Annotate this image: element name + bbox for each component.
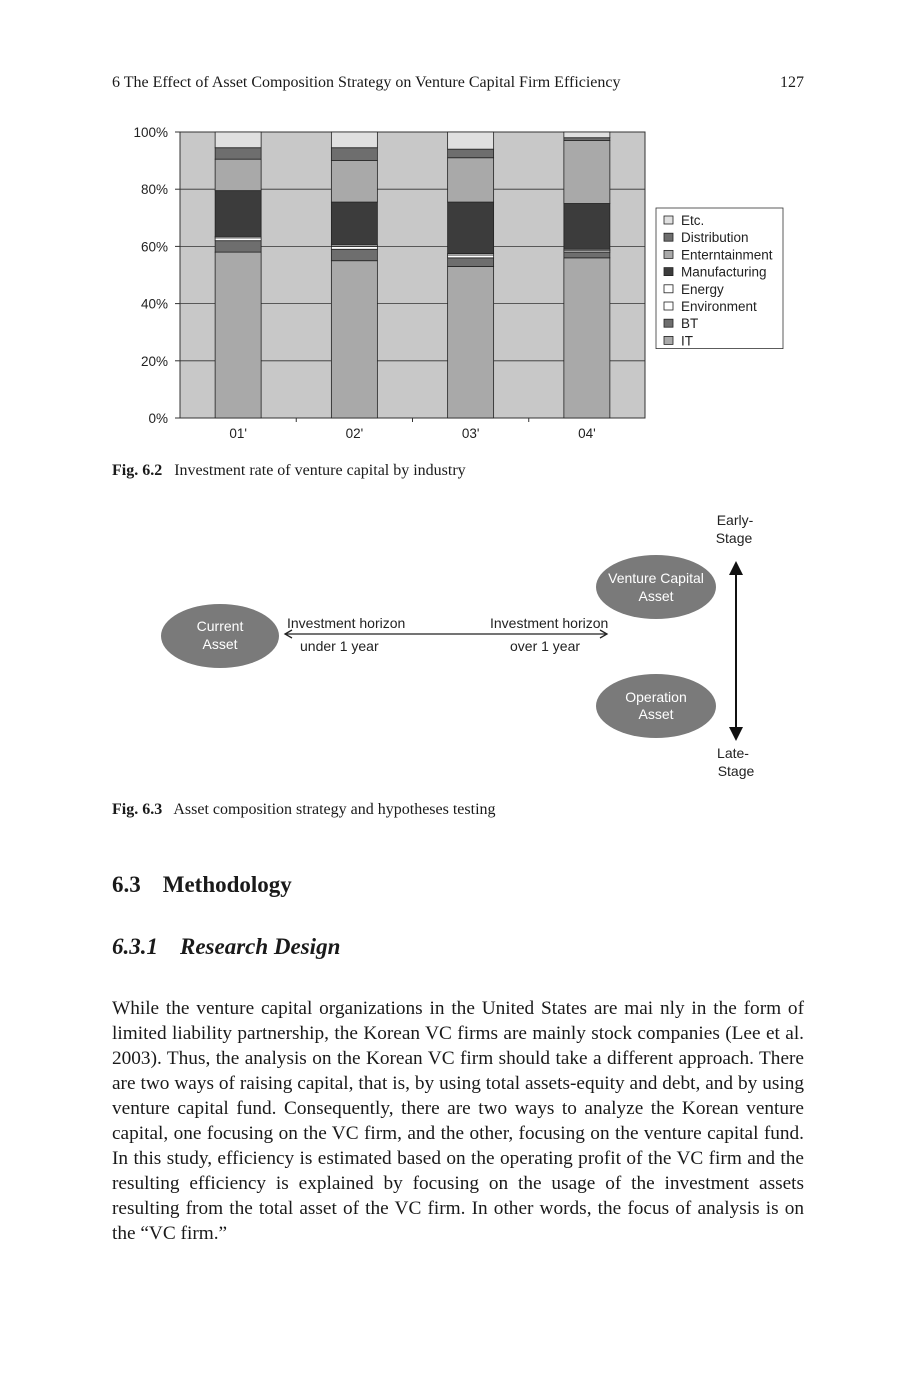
legend-label: Etc. [681,213,705,228]
section-title: Methodology [162,872,292,897]
x-tick-label: 01' [229,426,247,441]
bar-segment [448,132,494,149]
figure-6-3-caption [112,801,496,819]
section-number: 6.3 [112,872,141,897]
bar-segment [215,159,261,190]
subsection-number: 6.3.1 [112,934,158,959]
legend-label: Environment [681,299,757,314]
chart-y-axis [133,125,180,426]
x-tick-label: 04' [578,426,596,441]
figure-6-2-label: Fig. 6.2 [112,462,163,479]
y-tick-label: 0% [148,411,168,426]
bar-segment [215,132,261,148]
bar-segment [215,238,261,241]
current-asset-label-2: Asset [202,636,238,652]
legend-label: Energy [681,281,724,297]
bar-segment [215,241,261,252]
bar-segment [215,252,261,418]
early-stage-label-2: Stage [715,530,753,546]
industry-investment-chart [112,118,812,453]
section-heading [112,872,292,898]
bar-segment [215,191,261,237]
asset-composition-diagram [150,505,790,790]
early-stage-label-1: Early- [716,512,754,528]
chart-x-axis [229,418,595,441]
bar-segment [448,258,494,267]
vc-asset-label-1: Venture Capital [608,570,704,586]
horizon-left-bottom: under 1 year [300,638,379,654]
bar-segment [331,148,377,161]
legend-label: IT [681,333,693,349]
bar-segment [448,202,494,253]
legend-swatch [664,319,673,327]
operation-asset-label-1: Operation [625,689,687,705]
legend-label: BT [681,316,699,332]
bar-segment [331,249,377,260]
chart-legend [656,208,783,349]
operation-asset-label-2: Asset [638,706,674,722]
bar-segment [564,132,610,138]
bar-segment [448,149,494,158]
bar-segment [215,148,261,159]
figure-6-3-label: Fig. 6.3 [112,801,163,818]
legend-swatch [664,250,673,258]
y-tick-label: 20% [140,353,168,369]
bar-segment [564,138,610,141]
y-tick-label: 100% [133,125,168,140]
y-tick-label: 40% [140,296,168,312]
horizon-right-top: Investment horizon [490,615,609,631]
x-tick-label: 02' [345,426,364,441]
legend-label: Enterntainment [681,247,773,263]
y-tick-label: 60% [140,239,168,255]
bar-segment [331,161,377,202]
body-paragraph: While the venture capital organizations in the United States are mai nly in the form of limited liability partnership, the Korean VC firms are mainly stock companies (Lee et al. 2003). Thus, the analysis on the Korean VC firm should take a different approach. There are two ways of raising capital, that is, by using total assets-equity and debt, and by using venture capital fund. Consequently, there are two ways to analyze the Korean venture capital, one focusing on the VC firm, and the other, focusing on the venture capital fund. In this study, efficiency is estimated based on the operating profit of the VC firm and the resulting efficiency is explained by focusing on the usage of the investment assets resulting from the total asset of the VC firm. In other words, the focus of analysis is on the “VC firm.” [112,998,804,1244]
legend-swatch [664,268,673,276]
current-asset-label-1: Current [196,618,244,634]
subsection-title: Research Design [180,934,341,959]
x-tick-label: 03' [461,426,480,441]
bar-segment [331,246,377,249]
running-title: 6 The Effect of Asset Composition Strategy on Venture Capital Firm Efficiency [112,74,621,91]
venture-capital-asset-node [596,555,716,619]
bar-segment [331,202,377,245]
legend-swatch [664,302,673,310]
running-head [112,74,804,92]
bar-segment [564,252,610,258]
legend-swatch [664,233,673,241]
bar-segment [448,158,494,202]
figure-6-2-caption [112,462,466,480]
legend-swatch [664,285,673,293]
bar-segment [331,132,377,148]
bar-segment [564,204,610,250]
legend-label: Manufacturing [681,264,767,280]
legend-swatch [664,336,673,344]
figure-6-3-text: Asset composition strategy and hypotheses testing [173,801,496,818]
late-stage-label-1: Late- [717,745,749,761]
bar-segment [448,255,494,258]
vc-asset-label-2: Asset [638,588,674,604]
y-tick-label: 80% [140,182,168,198]
legend-label: Distribution [681,230,749,246]
bar-segment [564,258,610,418]
bar-segment [448,266,494,418]
figure-6-2-text: Investment rate of venture capital by industry [174,462,466,479]
horizon-right-bottom: over 1 year [510,638,581,654]
page-number: 127 [780,74,804,91]
subsection-heading [112,934,340,960]
bar-segment [564,141,610,204]
horizon-left-top: Investment horizon [287,615,406,631]
legend-swatch [664,216,673,224]
bar-segment [331,261,377,418]
late-stage-label-2: Stage [717,763,755,779]
